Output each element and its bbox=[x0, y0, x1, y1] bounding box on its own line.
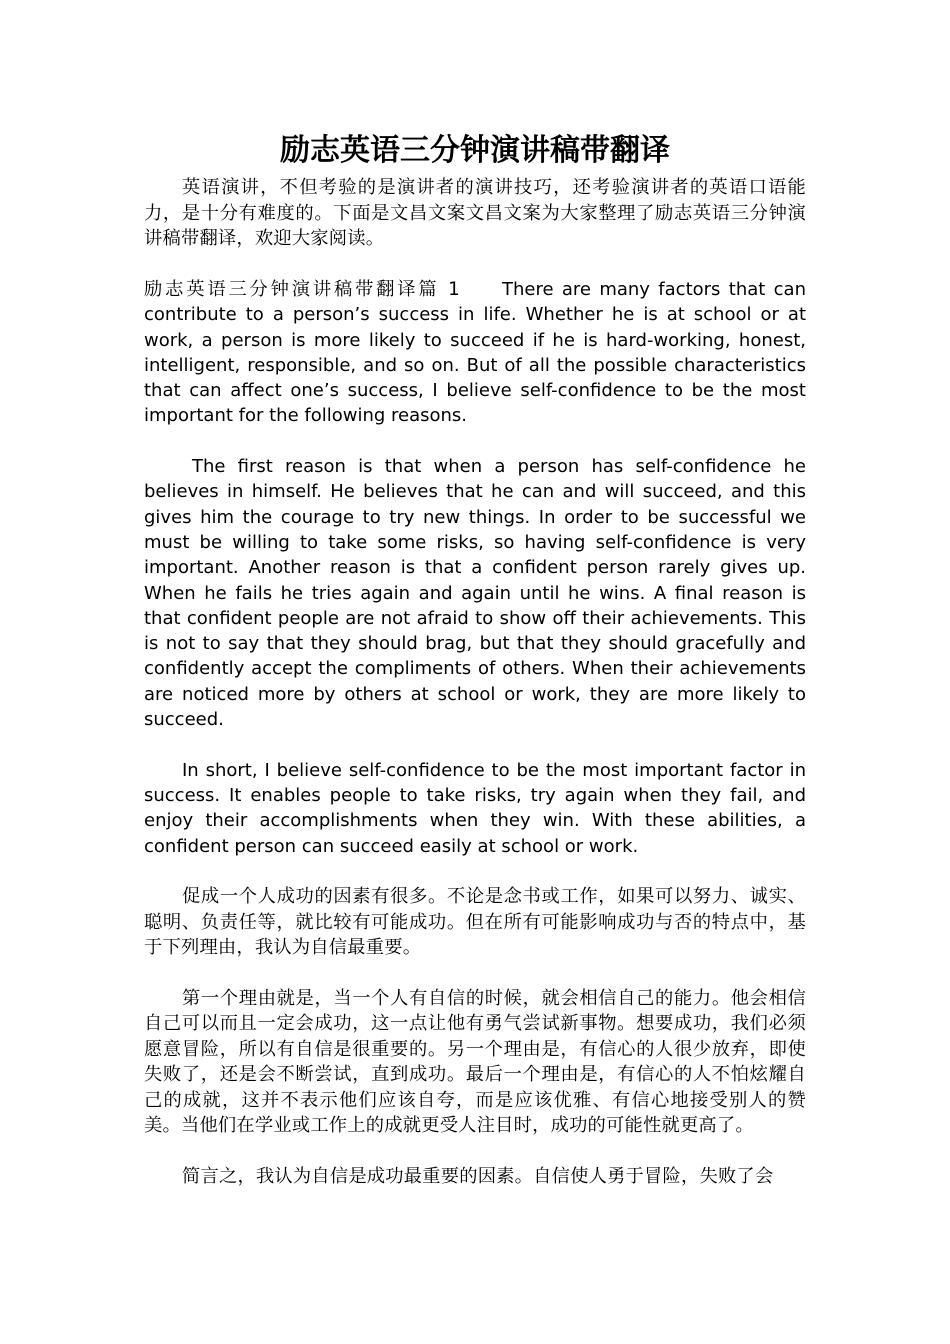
paragraph-gap bbox=[144, 859, 806, 884]
english-paragraph-1 bbox=[144, 277, 806, 429]
paragraph-gap bbox=[144, 732, 806, 757]
paragraph-gap bbox=[144, 1139, 806, 1164]
page-title: 励志英语三分钟演讲稿带翻译 bbox=[280, 133, 670, 168]
paragraph-gap bbox=[144, 961, 806, 986]
chinese-paragraph-2: 第一个理由就是，当一个人有自信的时候，就会相信自己的能力。他会相信自己可以而且一定会成功，这一点让他有勇气尝试新事物。想要成功，我们必须愿意冒险，所以有自信是很重要的。另一个理由是，有信心的人很少放弃，即使失败了，还是会不断尝试，直到成功。最后一个理由是，有信心的人不怕炫耀自己的成就，这并不表示他们应该自夸，而是应该优雅、有信心地接受别人的赞美。当他们在学业或工作上的成就更受人注目时，成功的可能性就更高了。 bbox=[144, 987, 806, 1137]
paragraph-gap bbox=[144, 429, 806, 454]
english-paragraph-2: The first reason is that when a person has self-confidence he believes in himself. He believes that he can and will succeed, and this gives him the courage to try new things. In order to be successful we must be willing to take some risks, so having self-confidence is very important. Another reason is that a confident person rarely gives up. When he fails he tries again and again until he wins. A final reason is that confident people are not afraid to show off their achievements. This is not to say that they should brag, but that they should gracefully and confidently accept the compliments of others. When their achievements are noticed more by others at school or work, they are more likely to succeed. bbox=[144, 456, 806, 731]
intro-paragraph: 英语演讲，不但考验的是演讲者的演讲技巧，还考验演讲者的英语口语能力，是十分有难度的。下面是文昌文案文昌文案为大家整理了励志英语三分钟演讲稿带翻译，欢迎大家阅读。 bbox=[144, 177, 806, 249]
section-heading: 励志英语三分钟演讲稿带翻译篇 1 bbox=[144, 278, 460, 300]
paragraph-gap bbox=[144, 252, 806, 277]
english-paragraph-1-text: There are many factors that can contribute to a person’s success in life. Whether he is at school or at work, a person is more likely to succeed if he is hard-working, honest, intelligent, responsible, and so on. But of all the possible characteristics that can affect one’s success, I believe self-confidence to be the most important for the following reasons. bbox=[144, 278, 806, 427]
document-page bbox=[144, 128, 806, 1190]
chinese-paragraph-3: 简言之，我认为自信是成功最重要的因素。自信使人勇于冒险，失败了会 bbox=[182, 1166, 774, 1188]
chinese-paragraph-1: 促成一个人成功的因素有很多。不论是念书或工作，如果可以努力、诚实、聪明、负责任等，就比较有可能成功。但在所有可能影响成功与否的特点中，基于下列理由，我认为自信最重要。 bbox=[144, 886, 806, 959]
english-paragraph-3: In short, I believe self-confidence to be the most important factor in success. It enables people to take risks, try again when they fail, and enjoy their accomplishments when they win. With these abilities, a confident person can succeed easily at school or work. bbox=[144, 759, 806, 857]
